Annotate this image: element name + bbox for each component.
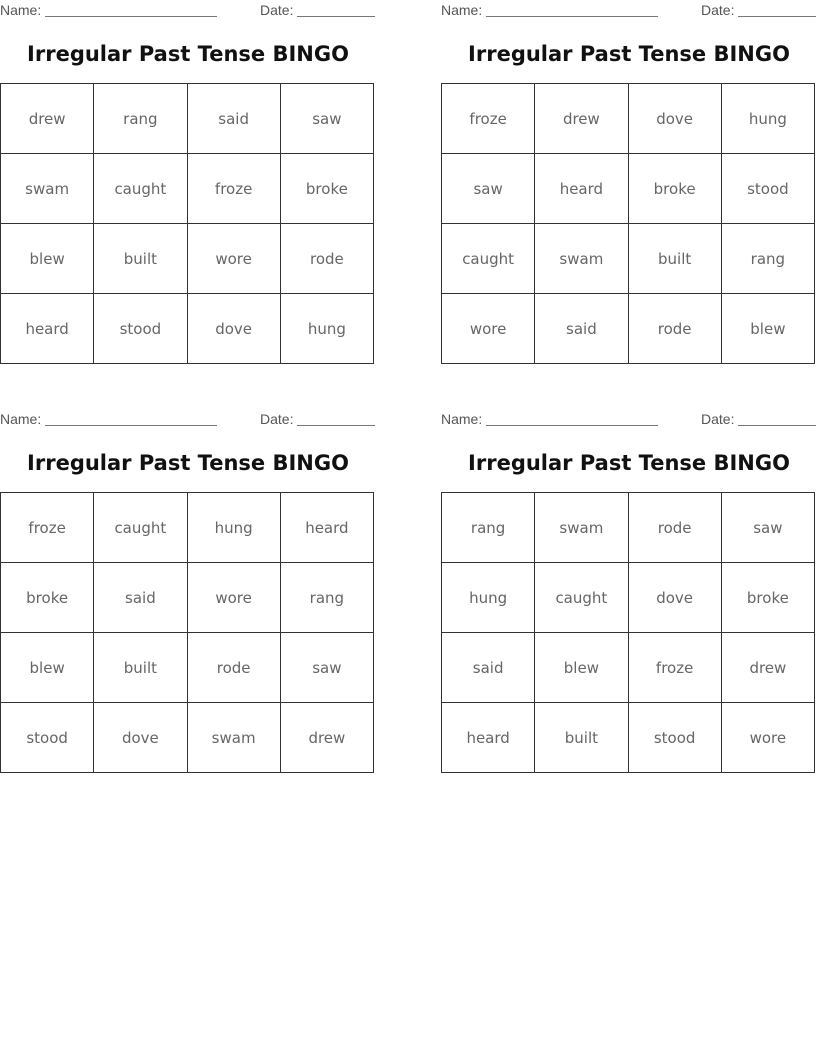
grid-cell: wore xyxy=(187,563,280,633)
grid-cell: hung xyxy=(187,493,280,563)
date-blank-line[interactable] xyxy=(738,425,816,426)
grid-cell: blew xyxy=(1,633,94,703)
grid-cell: saw xyxy=(280,84,373,154)
grid-row xyxy=(442,563,815,633)
card-title: Irregular Past Tense BINGO xyxy=(468,42,790,66)
grid-cell: caught xyxy=(94,493,187,563)
grid-cell: hung xyxy=(280,294,373,364)
grid-cell: swam xyxy=(187,703,280,773)
grid-cell: built xyxy=(628,224,721,294)
date-label: Date: xyxy=(701,2,735,18)
grid-cell: dove xyxy=(94,703,187,773)
grid-row xyxy=(442,154,815,224)
grid-row xyxy=(1,294,374,364)
date-blank-line[interactable] xyxy=(738,16,816,17)
bingo-grid xyxy=(441,83,815,364)
name-date-row xyxy=(0,409,376,429)
grid-cell: said xyxy=(94,563,187,633)
date-label: Date: xyxy=(260,2,294,18)
bingo-grid xyxy=(0,83,374,364)
card-title: Irregular Past Tense BINGO xyxy=(468,451,790,475)
grid-cell: drew xyxy=(721,633,814,703)
bingo-card xyxy=(0,409,376,747)
name-date-row xyxy=(0,0,376,20)
grid-cell: swam xyxy=(1,154,94,224)
grid-cell: hung xyxy=(442,563,535,633)
grid-cell: wore xyxy=(442,294,535,364)
grid-cell: stood xyxy=(721,154,814,224)
name-date-row xyxy=(441,409,816,429)
grid-cell: rode xyxy=(187,633,280,703)
grid-cell: caught xyxy=(535,563,628,633)
grid-row xyxy=(1,493,374,563)
card-title: Irregular Past Tense BINGO xyxy=(27,42,349,66)
grid-cell: broke xyxy=(628,154,721,224)
grid-cell: hung xyxy=(721,84,814,154)
grid-cell: rode xyxy=(628,493,721,563)
grid-cell: froze xyxy=(442,84,535,154)
grid-row xyxy=(442,493,815,563)
grid-cell: rode xyxy=(628,294,721,364)
grid-cell: swam xyxy=(535,493,628,563)
name-date-row xyxy=(441,0,816,20)
date-label: Date: xyxy=(260,411,294,427)
date-blank-line[interactable] xyxy=(297,425,375,426)
grid-cell: rode xyxy=(280,224,373,294)
date-blank-line[interactable] xyxy=(297,16,375,17)
grid-cell: drew xyxy=(280,703,373,773)
name-blank-line[interactable] xyxy=(45,16,217,17)
grid-cell: drew xyxy=(535,84,628,154)
grid-cell: caught xyxy=(94,154,187,224)
grid-cell: drew xyxy=(1,84,94,154)
grid-row xyxy=(442,294,815,364)
grid-cell: stood xyxy=(1,703,94,773)
grid-cell: rang xyxy=(94,84,187,154)
grid-cell: froze xyxy=(628,633,721,703)
grid-cell: dove xyxy=(628,563,721,633)
card-title: Irregular Past Tense BINGO xyxy=(27,451,349,475)
name-label: Name: xyxy=(441,411,483,427)
grid-row xyxy=(1,633,374,703)
grid-row xyxy=(1,84,374,154)
grid-cell: blew xyxy=(535,633,628,703)
bingo-grid xyxy=(441,492,815,773)
grid-row xyxy=(442,224,815,294)
grid-cell: built xyxy=(94,224,187,294)
grid-cell: said xyxy=(187,84,280,154)
grid-cell: stood xyxy=(628,703,721,773)
name-label: Name: xyxy=(0,2,42,18)
grid-cell: saw xyxy=(280,633,373,703)
grid-cell: said xyxy=(535,294,628,364)
grid-cell: rang xyxy=(280,563,373,633)
grid-cell: heard xyxy=(280,493,373,563)
grid-cell: broke xyxy=(1,563,94,633)
grid-cell: built xyxy=(535,703,628,773)
grid-cell: blew xyxy=(721,294,814,364)
name-blank-line[interactable] xyxy=(486,425,658,426)
grid-cell: dove xyxy=(628,84,721,154)
grid-cell: heard xyxy=(442,703,535,773)
name-blank-line[interactable] xyxy=(45,425,217,426)
grid-cell: saw xyxy=(721,493,814,563)
grid-row xyxy=(1,224,374,294)
date-label: Date: xyxy=(701,411,735,427)
grid-cell: rang xyxy=(442,493,535,563)
grid-cell: dove xyxy=(187,294,280,364)
name-label: Name: xyxy=(0,411,42,427)
grid-cell: broke xyxy=(721,563,814,633)
bingo-card xyxy=(441,0,816,338)
name-blank-line[interactable] xyxy=(486,16,658,17)
grid-row xyxy=(442,703,815,773)
grid-cell: saw xyxy=(442,154,535,224)
grid-cell: blew xyxy=(1,224,94,294)
grid-cell: heard xyxy=(535,154,628,224)
grid-cell: wore xyxy=(187,224,280,294)
grid-row xyxy=(442,84,815,154)
grid-row xyxy=(1,154,374,224)
grid-row xyxy=(442,633,815,703)
grid-cell: heard xyxy=(1,294,94,364)
grid-cell: built xyxy=(94,633,187,703)
grid-cell: froze xyxy=(187,154,280,224)
grid-cell: stood xyxy=(94,294,187,364)
name-label: Name: xyxy=(441,2,483,18)
grid-cell: broke xyxy=(280,154,373,224)
grid-cell: wore xyxy=(721,703,814,773)
grid-cell: rang xyxy=(721,224,814,294)
bingo-card xyxy=(0,0,376,338)
bingo-grid xyxy=(0,492,374,773)
grid-row xyxy=(1,563,374,633)
grid-cell: swam xyxy=(535,224,628,294)
bingo-card xyxy=(441,409,816,747)
grid-row xyxy=(1,703,374,773)
grid-cell: caught xyxy=(442,224,535,294)
grid-cell: froze xyxy=(1,493,94,563)
grid-cell: said xyxy=(442,633,535,703)
